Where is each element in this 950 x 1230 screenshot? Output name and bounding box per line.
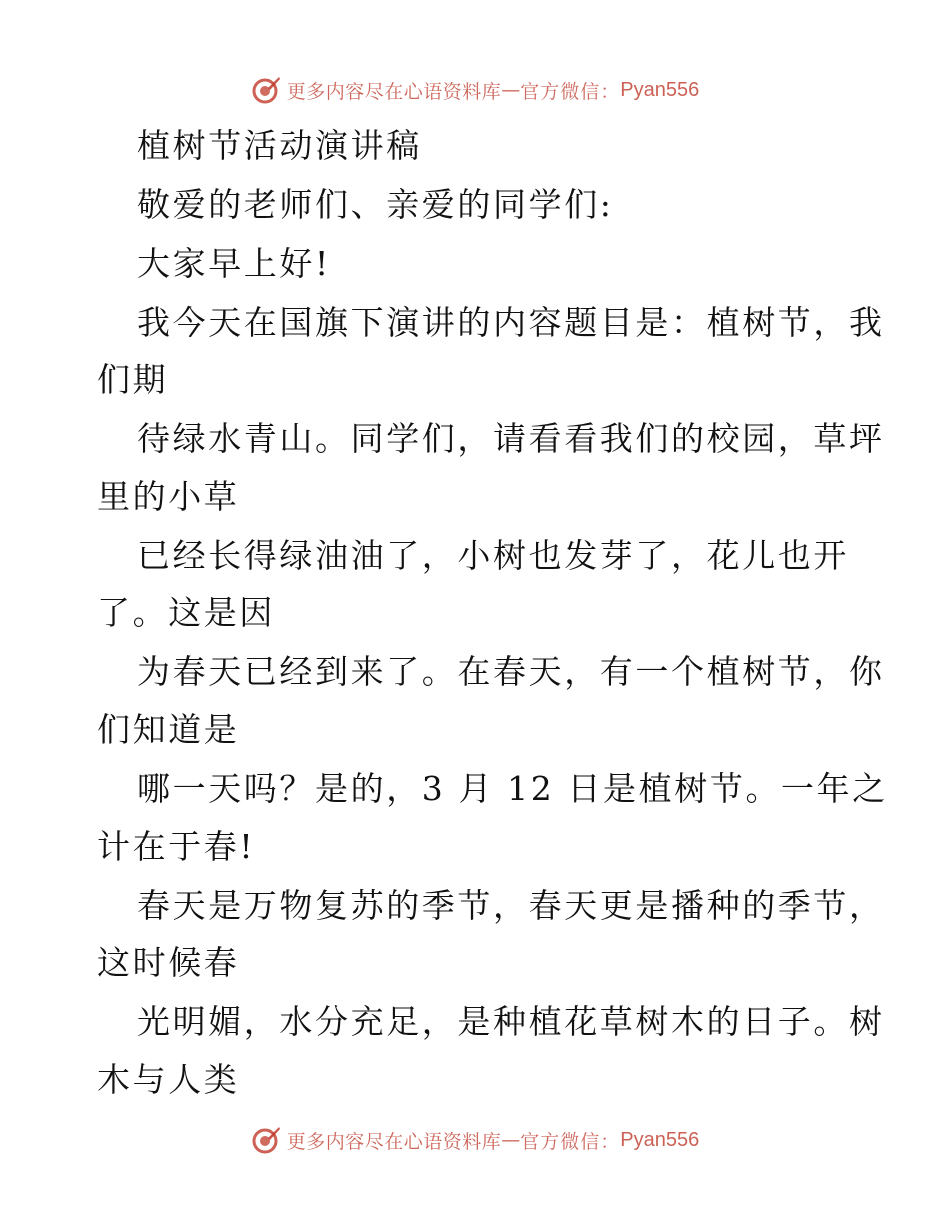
- document-title: 植树节活动演讲稿: [137, 126, 422, 165]
- greeting: 敬爱的老师们、亲爱的同学们:: [137, 185, 614, 224]
- body-line: 计在于春!: [97, 827, 256, 866]
- body-line: 们期: [97, 360, 169, 399]
- body-line: 我今天在国旗下演讲的内容题目是：植树节，我: [137, 303, 885, 342]
- body-line: 里的小草: [97, 477, 240, 516]
- pen-circle-logo-icon: [251, 1125, 281, 1155]
- salutation: 大家早上好!: [137, 244, 331, 283]
- footer-watermark: [0, 1120, 950, 1160]
- body-line: 已经长得绿油油了，小树也发芽了，花儿也开: [137, 536, 849, 575]
- body-line: 光明媚，水分充足，是种植花草树木的日子。树: [137, 1002, 885, 1041]
- body-line: 了。这是因: [97, 593, 275, 632]
- watermark-separator: —: [501, 79, 521, 101]
- body-line: 待绿水青山。同学们，请看看我们的校园，草坪: [137, 419, 885, 458]
- body-line: 哪一天吗？是的，3 月 12 日是植树节。一年之: [137, 769, 888, 808]
- watermark-wechat-label: 官方微信：: [520, 80, 621, 103]
- body-line: 这时候春: [97, 943, 240, 982]
- watermark-site-text: 更多内容尽在心语资料库: [286, 1130, 502, 1153]
- header-watermark: [0, 70, 950, 110]
- watermark-separator: —: [501, 1129, 521, 1151]
- body-line: 春天是万物复苏的季节，春天更是播种的季节，: [137, 886, 885, 925]
- body-line: 为春天已经到来了。在春天，有一个植树节，你: [137, 652, 885, 691]
- watermark-wechat-id: Pyan556: [620, 1128, 700, 1151]
- watermark-site-text: 更多内容尽在心语资料库: [286, 80, 502, 103]
- pen-circle-logo-icon: [251, 75, 281, 105]
- watermark-wechat-label: 官方微信：: [520, 1130, 621, 1153]
- body-line: 们知道是: [97, 710, 240, 749]
- body-line: 木与人类: [97, 1060, 240, 1099]
- watermark-wechat-id: Pyan556: [620, 78, 700, 101]
